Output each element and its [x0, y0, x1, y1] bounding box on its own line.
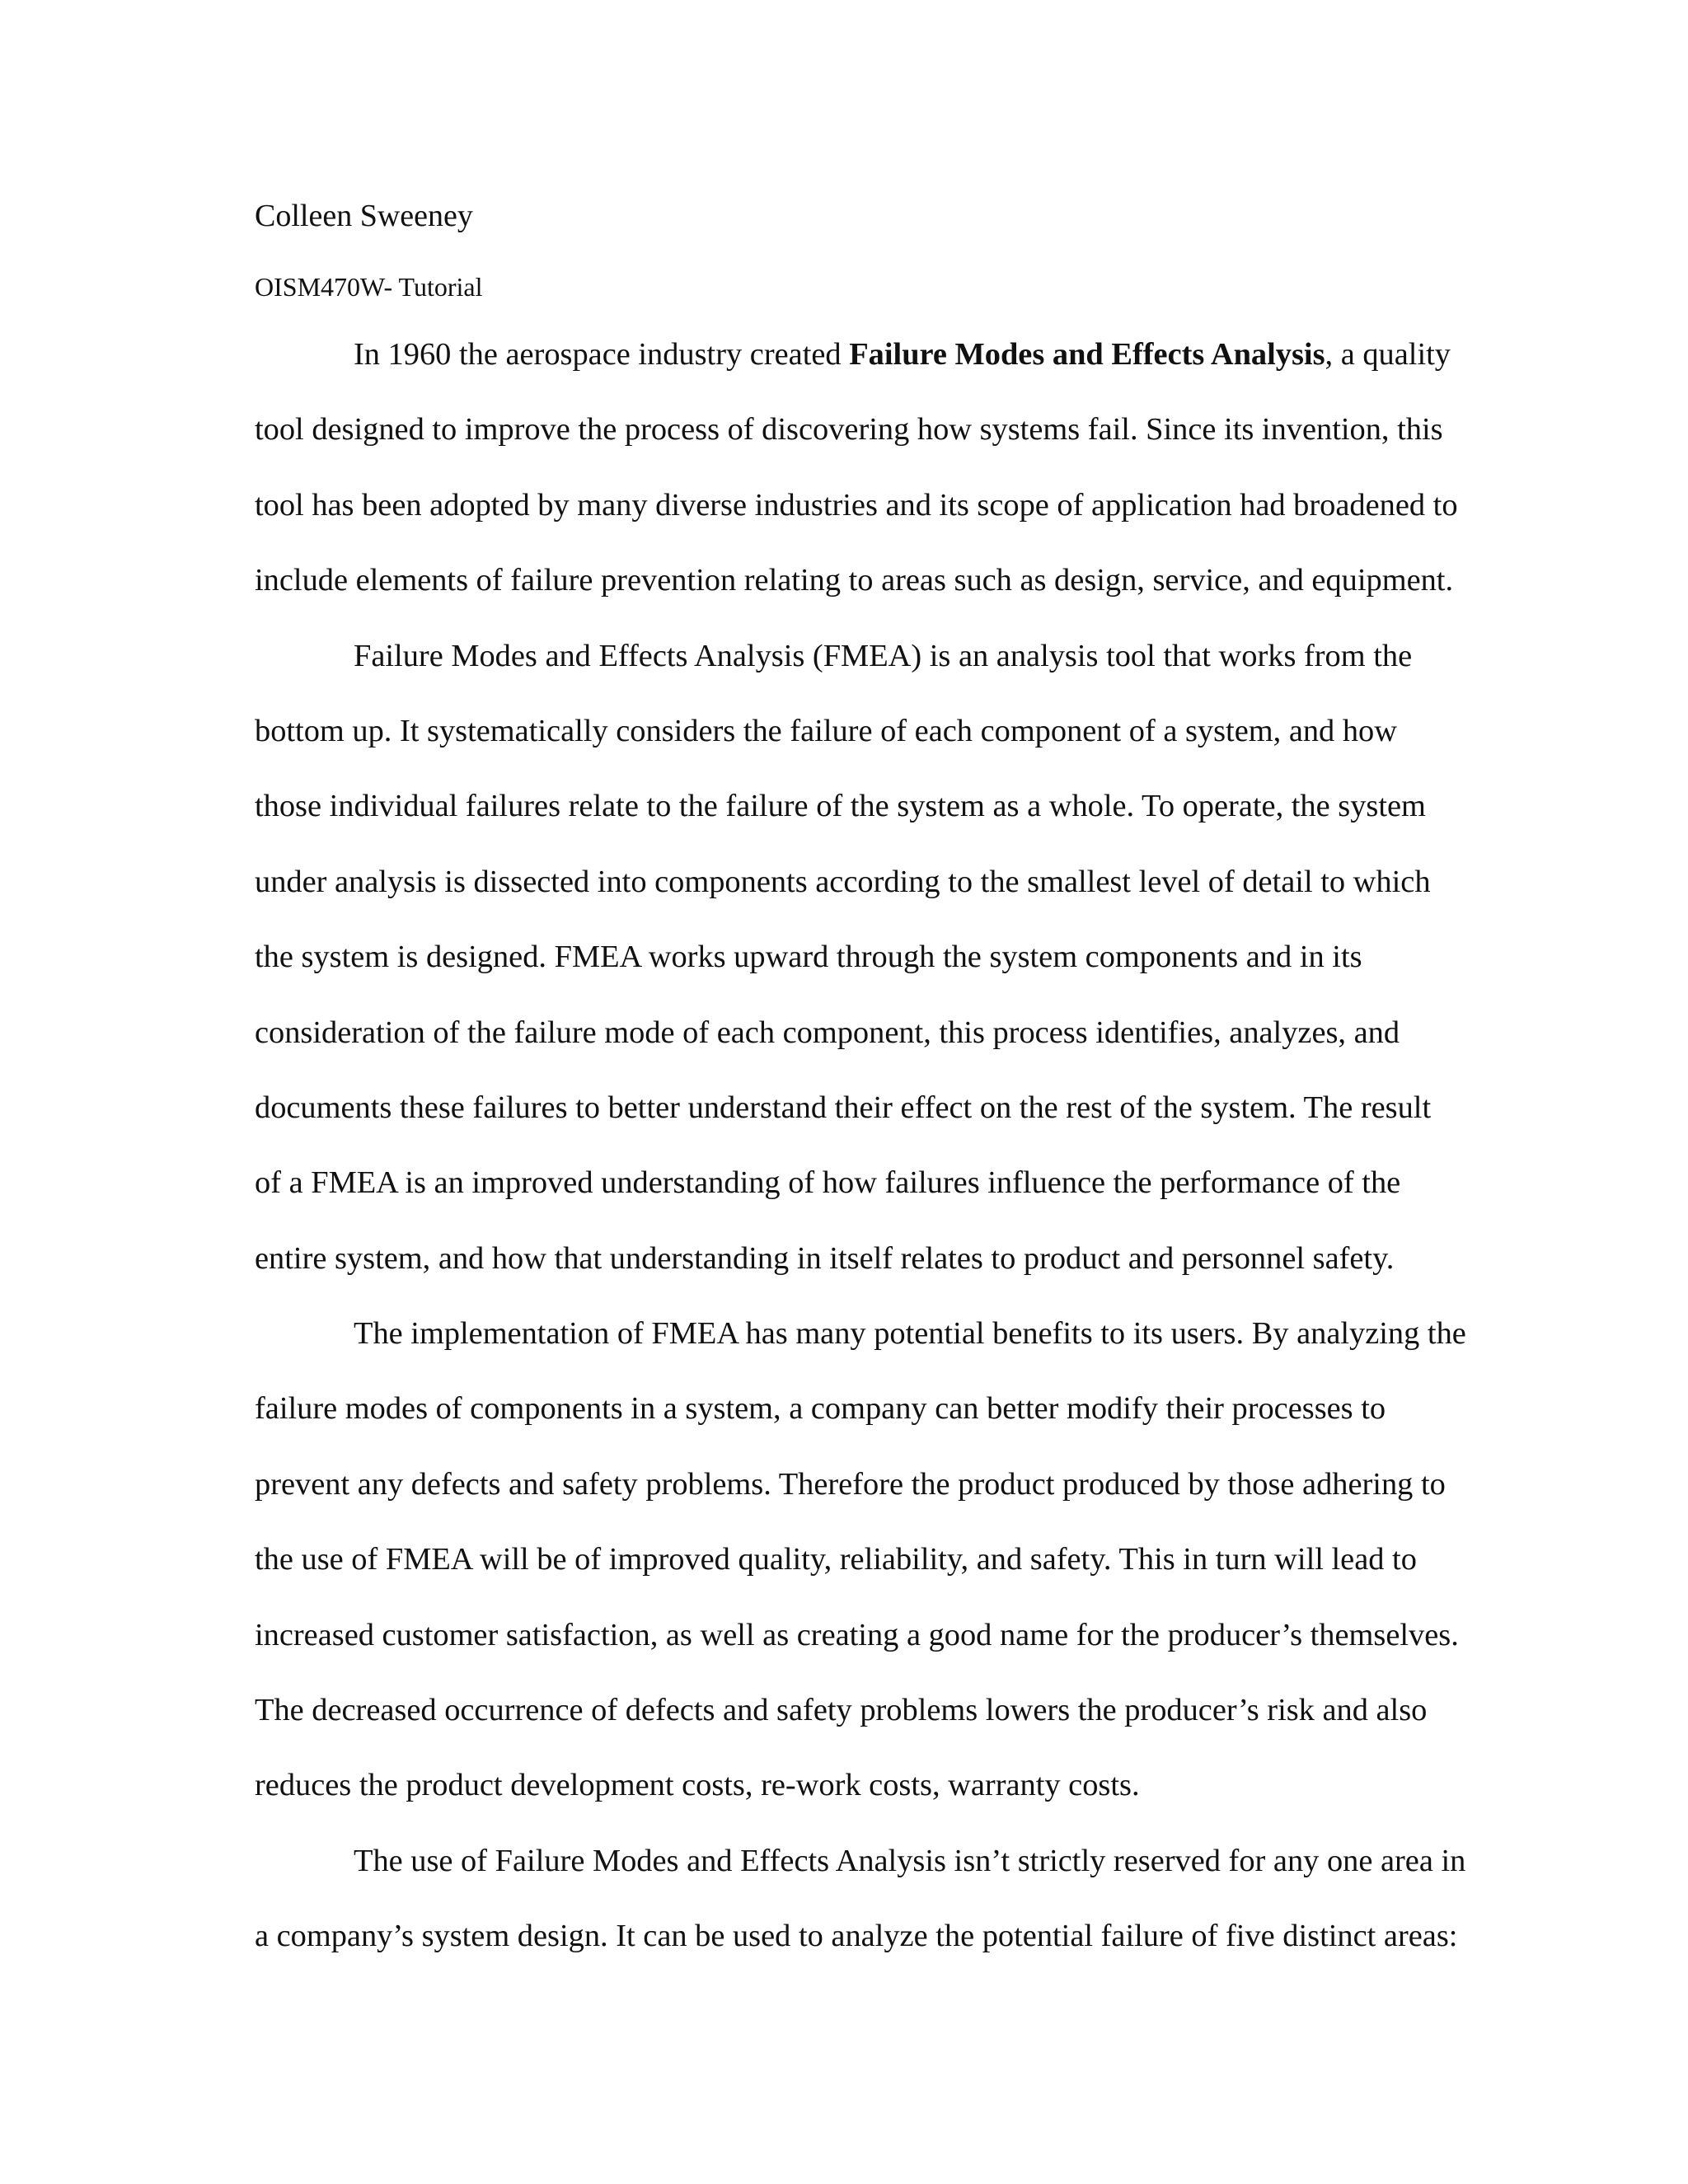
paragraph-3-line-7: reduces the product development costs, re-work costs, warranty costs.: [255, 1768, 1140, 1803]
course-title: OISM470W- Tutorial: [255, 272, 483, 302]
paragraph-1-line-4: include elements of failure prevention relating to areas such as design, service, and equipment.: [255, 563, 1454, 598]
paragraph-2-line-6: consideration of the failure mode of each component, this process identifies, analyzes, and: [255, 1015, 1400, 1050]
text-run: In 1960 the aerospace industry created: [354, 337, 850, 372]
document-body: [255, 331, 1507, 1989]
author-name: Colleen Sweeney: [255, 199, 473, 233]
paragraph-2-line-3: those individual failures relate to the failure of the system as a whole. To operate, the system: [255, 789, 1426, 824]
paragraph-1-line-2: tool designed to improve the process of discovering how systems fail. Since its invention, this: [255, 412, 1443, 448]
paragraph-4-line-2: a company’s system design. It can be used to analyze the potential failure of five distinct areas:: [255, 1919, 1458, 1954]
paragraph-4-line-1: The use of Failure Modes and Effects Analysis isn’t strictly reserved for any one area in: [354, 1843, 1466, 1878]
paragraph-2-line-9: entire system, and how that understanding in itself relates to product and personnel safety.: [255, 1240, 1395, 1276]
bold-term: Failure Modes and Effects Analysis: [849, 337, 1325, 372]
paragraph-2-line-7: documents these failures to better understand their effect on the rest of the system. The result: [255, 1090, 1432, 1125]
paragraph-3-line-5: increased customer satisfaction, as well as creating a good name for the producer’s themselves.: [255, 1617, 1459, 1652]
paragraph-3-line-4: the use of FMEA will be of improved quality, reliability, and safety. This in turn will lead to: [255, 1542, 1417, 1577]
paragraph-2-line-4: under analysis is dissected into components according to the smallest level of detail to which: [255, 864, 1431, 899]
paragraph-3-line-3: prevent any defects and safety problems. Therefore the product produced by those adhering to: [255, 1466, 1446, 1502]
paragraph-1-line-1: [255, 331, 1507, 406]
paragraph-3-line-6: The decreased occurrence of defects and safety problems lowers the producer’s risk and also: [255, 1693, 1428, 1728]
paragraph-2-line-5: the system is designed. FMEA works upward through the system components and in its: [255, 940, 1362, 975]
paragraph-1-line-3: tool has been adopted by many diverse industries and its scope of application had broadened to: [255, 487, 1458, 523]
paragraph-3-line-1: The implementation of FMEA has many potential benefits to its users. By analyzing the: [354, 1316, 1466, 1352]
paragraph-2-line-2: bottom up. It systematically considers the failure of each component of a system, and how: [255, 713, 1397, 748]
paragraph-2-line-8: of a FMEA is an improved understanding of how failures influence the performance of the: [255, 1165, 1401, 1201]
text-run: , a quality: [1325, 337, 1451, 372]
paragraph-2-line-1: Failure Modes and Effects Analysis (FMEA) is an analysis tool that works from the: [354, 638, 1413, 673]
paragraph-3-line-2: failure modes of components in a system, a company can better modify their processes to: [255, 1391, 1386, 1427]
